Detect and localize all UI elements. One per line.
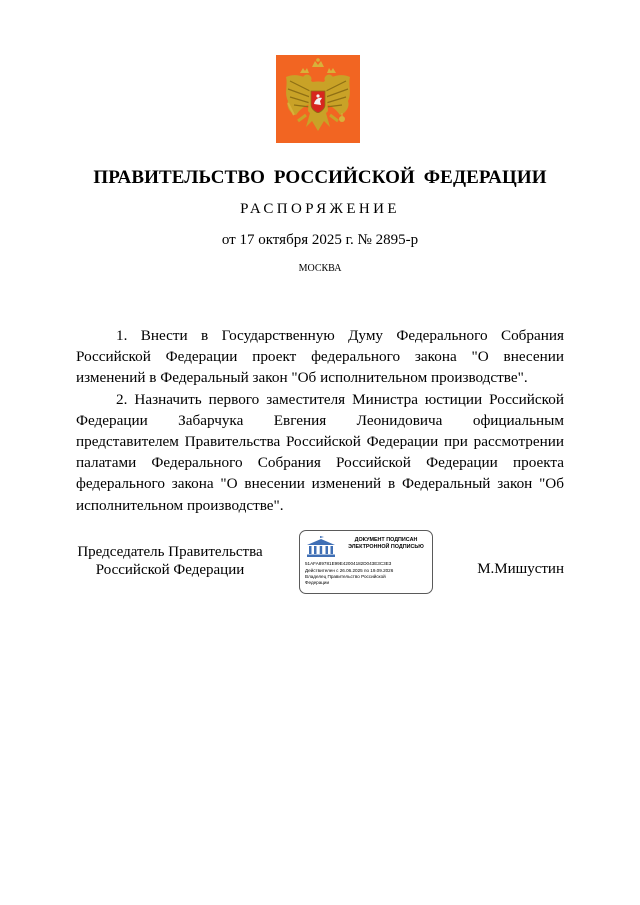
stamp-heading — [340, 537, 432, 551]
paragraph-2: 2. Назначить первого заместителя Министра юстиции Российской Федерации Забарчука Евгения Леонидовича официальным представителем Правительства Российской Федерации при рассмотрении палатами Федерального Собрания Российской Федерации проекта федерального закона "О внесении изменений в Федеральный закон "Об исполнительном производстве". — [76, 390, 564, 514]
government-title: ПРАВИТЕЛЬСТВО РОССИЙСКОЙ ФЕДЕРАЦИИ — [93, 167, 547, 188]
electronic-signature-stamp — [299, 530, 433, 594]
document-body — [76, 325, 564, 516]
signer-position — [60, 543, 280, 579]
signer-position-line1: Председатель Правительства — [77, 544, 263, 560]
document-date-number: от 17 октября 2025 г. № 2895-р — [221, 232, 419, 248]
document-type: РАСПОРЯЖЕНИЕ — [240, 201, 400, 217]
stamp-heading-line1: ДОКУМЕНТ ПОДПИСАН — [354, 537, 418, 543]
stamp-heading-line2: ЭЛЕКТРОННОЙ ПОДПИСЬЮ — [348, 544, 424, 550]
signer-name: М.Мишустин — [477, 561, 564, 577]
paragraph-1: 1. Внести в Государственную Думу Федерального Собрания Российской Федерации проект федерального закона "О внесении изменений в Федеральный закон "Об исполнительном производстве". — [76, 327, 564, 387]
signer-position-line2: Российской Федерации — [95, 562, 245, 578]
document-city: МОСКВА — [298, 263, 342, 274]
stamp-owner-line2: Федерации — [305, 580, 330, 585]
stamp-certificate: 51AFA89781E99E42004182D043E3C3E3 — [305, 561, 392, 566]
stamp-owner-line1: Владелец Правительство Российской — [305, 574, 386, 579]
stamp-validity: Действителен с 26.06.2025 по 19.09.2026 — [305, 568, 394, 573]
coat-of-arms-icon — [276, 55, 360, 143]
government-building-icon — [305, 536, 337, 558]
